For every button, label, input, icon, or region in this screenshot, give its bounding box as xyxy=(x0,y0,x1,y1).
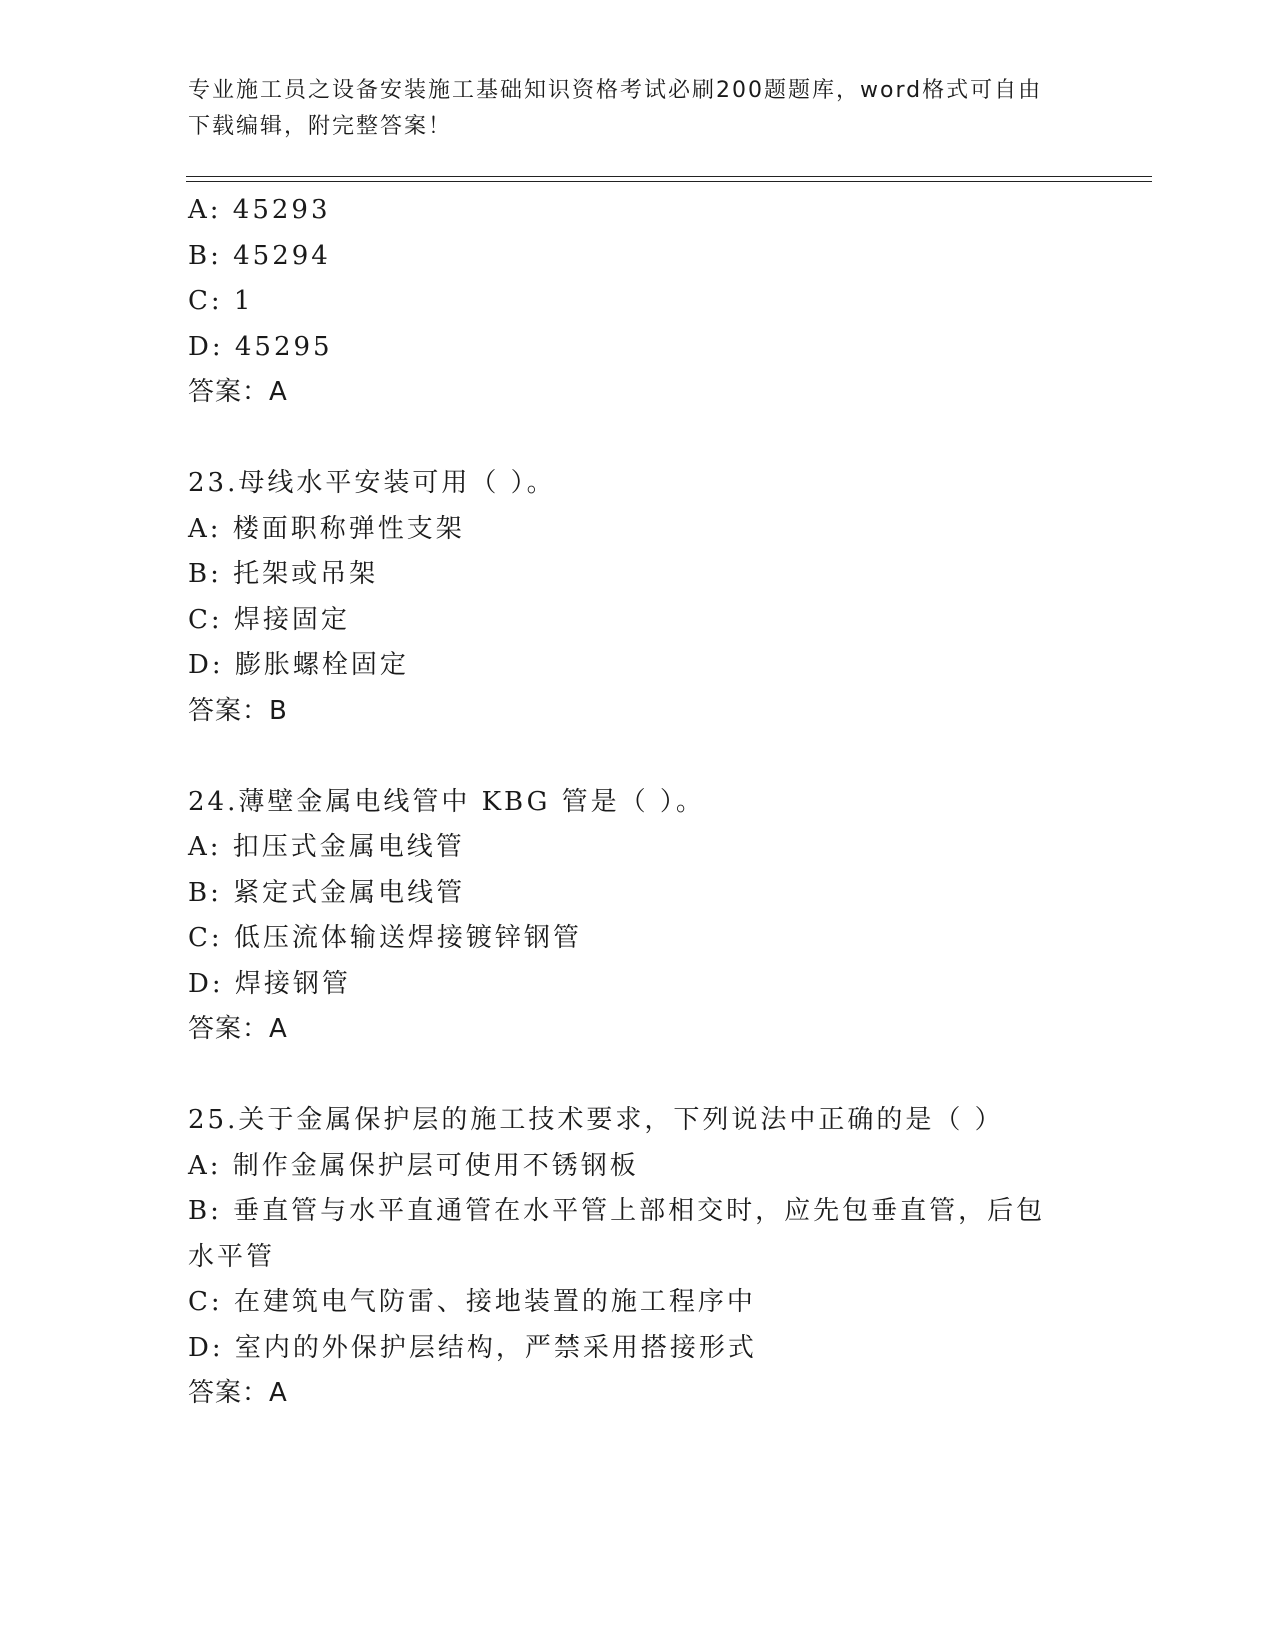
header-line-2: 下载编辑，附完整答案！ xyxy=(188,114,453,139)
option-c: C: 焊接固定 xyxy=(188,604,350,635)
option-b: B: 托架或吊架 xyxy=(188,559,379,589)
question-text: 23.母线水平安装可用（ ）。 xyxy=(188,468,556,498)
spacer xyxy=(188,1053,1088,1099)
option-b: B: 紧定式金属电线管 xyxy=(188,877,466,908)
answer-line: 答案：B xyxy=(188,695,288,726)
answer-line: 答案：A xyxy=(188,1378,288,1408)
spacer xyxy=(188,416,1088,462)
option-c: C: 1 xyxy=(188,286,254,316)
option-d: D: 膨胀螺栓固定 xyxy=(188,650,409,680)
option-a: A: 45293 xyxy=(188,195,331,225)
question-23 xyxy=(188,461,1088,734)
question-text: 24.薄壁金属电线管中 KBG 管是（ ）。 xyxy=(188,786,705,817)
question-text: 25.关于金属保护层的施工技术要求，下列说法中正确的是（ ） xyxy=(188,1105,1004,1135)
answer-line: 答案：A xyxy=(188,377,288,407)
header-line-1: 专业施工员之设备安装施工基础知识资格考试必刷200题题库，word格式可自由 xyxy=(188,78,1043,103)
question-22 xyxy=(188,188,1088,416)
spacer xyxy=(188,734,1088,780)
question-list xyxy=(188,188,1088,1417)
question-25 xyxy=(188,1098,1088,1417)
header-divider-bottom xyxy=(186,181,1152,182)
document-header xyxy=(188,73,1088,145)
answer-line: 答案：A xyxy=(188,1014,288,1044)
header-divider-top xyxy=(186,176,1152,177)
option-b: B: 垂直管与水平直通管在水平管上部相交时，应先包垂直管，后包水平管 xyxy=(188,1196,1046,1272)
option-a: A: 扣压式金属电线管 xyxy=(188,832,465,862)
option-b: B: 45294 xyxy=(188,240,331,271)
option-c: C: 低压流体输送焊接镀锌钢管 xyxy=(188,923,582,953)
option-a: A: 制作金属保护层可使用不锈钢板 xyxy=(188,1150,639,1181)
option-d: D: 焊接钢管 xyxy=(188,968,351,999)
option-a: A: 楼面职称弹性支架 xyxy=(188,513,465,544)
option-c: C: 在建筑电气防雷、接地装置的施工程序中 xyxy=(188,1287,756,1317)
option-d: D: 45295 xyxy=(188,331,333,362)
question-24 xyxy=(188,780,1088,1053)
option-d: D: 室内的外保护层结构，严禁采用搭接形式 xyxy=(188,1332,757,1363)
